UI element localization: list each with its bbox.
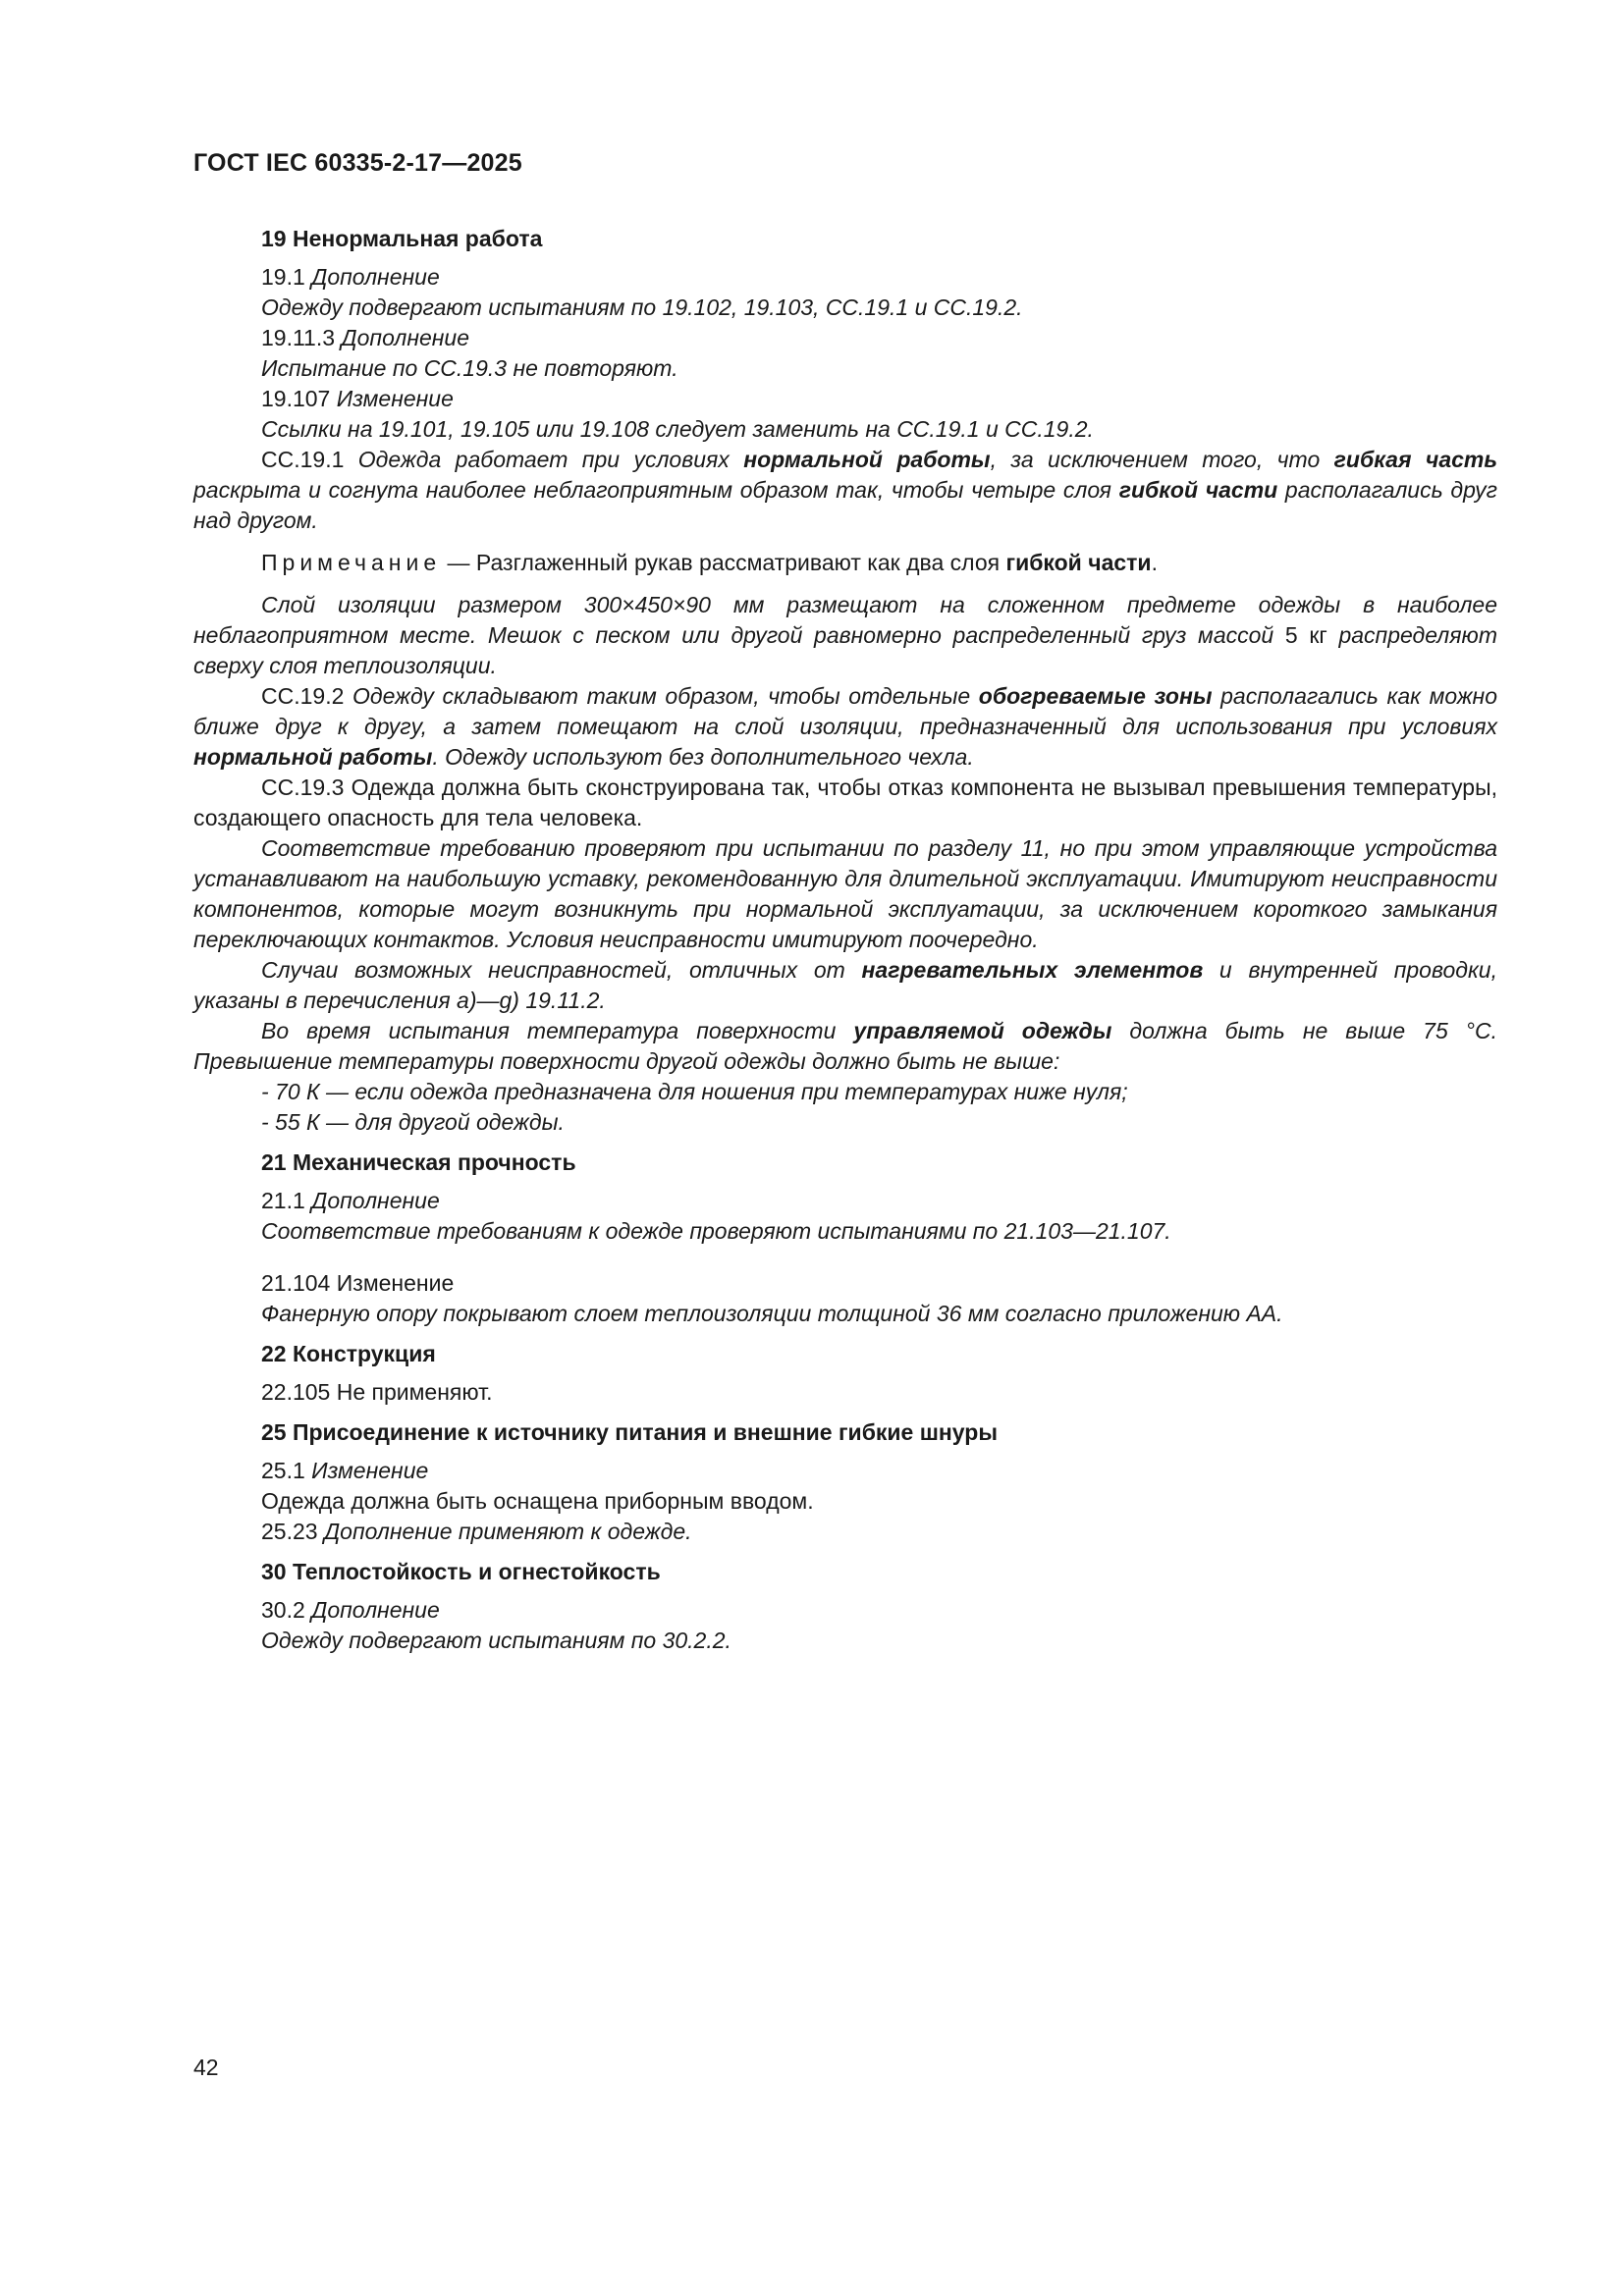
clause-cc-19-3: CC.19.3 Одежда должна быть сконструирована так, чтобы отказ компонента не вызывал превышения температуры, создающего опасность для тела человека. — [193, 774, 1497, 830]
insulation-paragraph: Слой изоляции размером 300×450×90 мм размещают на сложенном предмете одежды в наиболее неблагоприятном месте. Мешок с песком или другой равномерно распределенный груз массой 5 кг распределяют сверху слоя теплоизоляции. — [193, 592, 1497, 678]
clause-30-2: 30.2 Дополнение — [261, 1597, 440, 1623]
compliance-paragraph: Соответствие требованию проверяют при испытании по разделу 11, но при этом управляющие устройства устанавливают на наибольшую уставку, рекомендованную для длительной эксплуатации. Имитируют неисправности компонентов, которые могут возникнуть при нормальной эксплуатации, за исключением короткого замыкания переключающих контактов. Условия неисправности имитируют поочередно. — [193, 835, 1497, 952]
section-19-heading: 19 Ненормальная работа — [261, 226, 543, 251]
section-21-heading: 21 Механическая прочность — [261, 1149, 576, 1175]
section-22-heading: 22 Конструкция — [261, 1341, 436, 1366]
document-body — [193, 224, 1497, 1656]
clause-19-1-text: Одежду подвергают испытаниям по 19.102, 19.103, CC.19.1 и CC.19.2. — [261, 294, 1023, 320]
section-25-heading: 25 Присоединение к источнику питания и внешние гибкие шнуры — [261, 1419, 998, 1445]
temperature-paragraph: Во время испытания температура поверхности управляемой одежды должна быть не выше 75 °С. Превышение температуры поверхности другой одежды должно быть не выше: — [193, 1018, 1497, 1074]
clause-19-11-3: 19.11.3 Дополнение — [261, 325, 470, 350]
clause-21-1-text: Соответствие требованиям к одежде проверяют испытаниями по 21.103—21.107. — [261, 1218, 1171, 1244]
clause-25-1-text: Одежда должна быть оснащена приборным вводом. — [261, 1488, 814, 1514]
list-item: - 55 К — для другой одежды. — [261, 1109, 565, 1135]
clause-cc-19-2: CC.19.2 Одежду складывают таким образом, чтобы отдельные обогреваемые зоны располагались как можно ближе друг к другу, а затем помещают на слой изоляции, предназначенный для использования при условиях нормальной работы. Одежду используют без дополнительного чехла. — [193, 683, 1497, 770]
list-item: - 70 К — если одежда предназначена для ношения при температурах ниже нуля; — [261, 1079, 1128, 1104]
clause-19-107: 19.107 Изменение — [261, 386, 454, 411]
clause-21-1: 21.1 Дополнение — [261, 1188, 440, 1213]
note-paragraph: Примечание — Разглаженный рукав рассматривают как два слоя гибкой части. — [261, 550, 1158, 575]
clause-19-107-text: Ссылки на 19.101, 19.105 или 19.108 следует заменить на CC.19.1 и CC.19.2. — [261, 416, 1094, 442]
clause-22-105: 22.105 Не применяют. — [261, 1379, 493, 1405]
document-header: ГОСТ IEC 60335-2-17—2025 — [193, 149, 522, 177]
page-number: 42 — [193, 2055, 219, 2080]
clause-25-1: 25.1 Изменение — [261, 1458, 429, 1483]
spacer — [193, 1247, 1497, 1268]
fault-cases-paragraph: Случаи возможных неисправностей, отличных от нагревательных элементов и внутренней проводки, указаны в перечисления a)—g) 19.11.2. — [193, 957, 1497, 1013]
clause-25-23: 25.23 Дополнение применяют к одежде. — [261, 1519, 692, 1544]
clause-19-1: 19.1 Дополнение — [261, 264, 440, 290]
section-30-heading: 30 Теплостойкость и огнестойкость — [261, 1559, 661, 1584]
clause-21-104-text: Фанерную опору покрывают слоем теплоизоляции толщиной 36 мм согласно приложению АА. — [261, 1301, 1283, 1326]
clause-cc-19-1: CC.19.1 Одежда работает при условиях нормальной работы, за исключением того, что гибкая часть раскрыта и согнута наиболее неблагоприятным образом так, чтобы четыре слоя гибкой части располагались друг над другом. — [193, 447, 1498, 533]
clause-30-2-text: Одежду подвергают испытаниям по 30.2.2. — [261, 1628, 731, 1653]
clause-21-104: 21.104 Изменение — [261, 1270, 455, 1296]
clause-19-11-3-text: Испытание по CC.19.3 не повторяют. — [261, 355, 678, 381]
